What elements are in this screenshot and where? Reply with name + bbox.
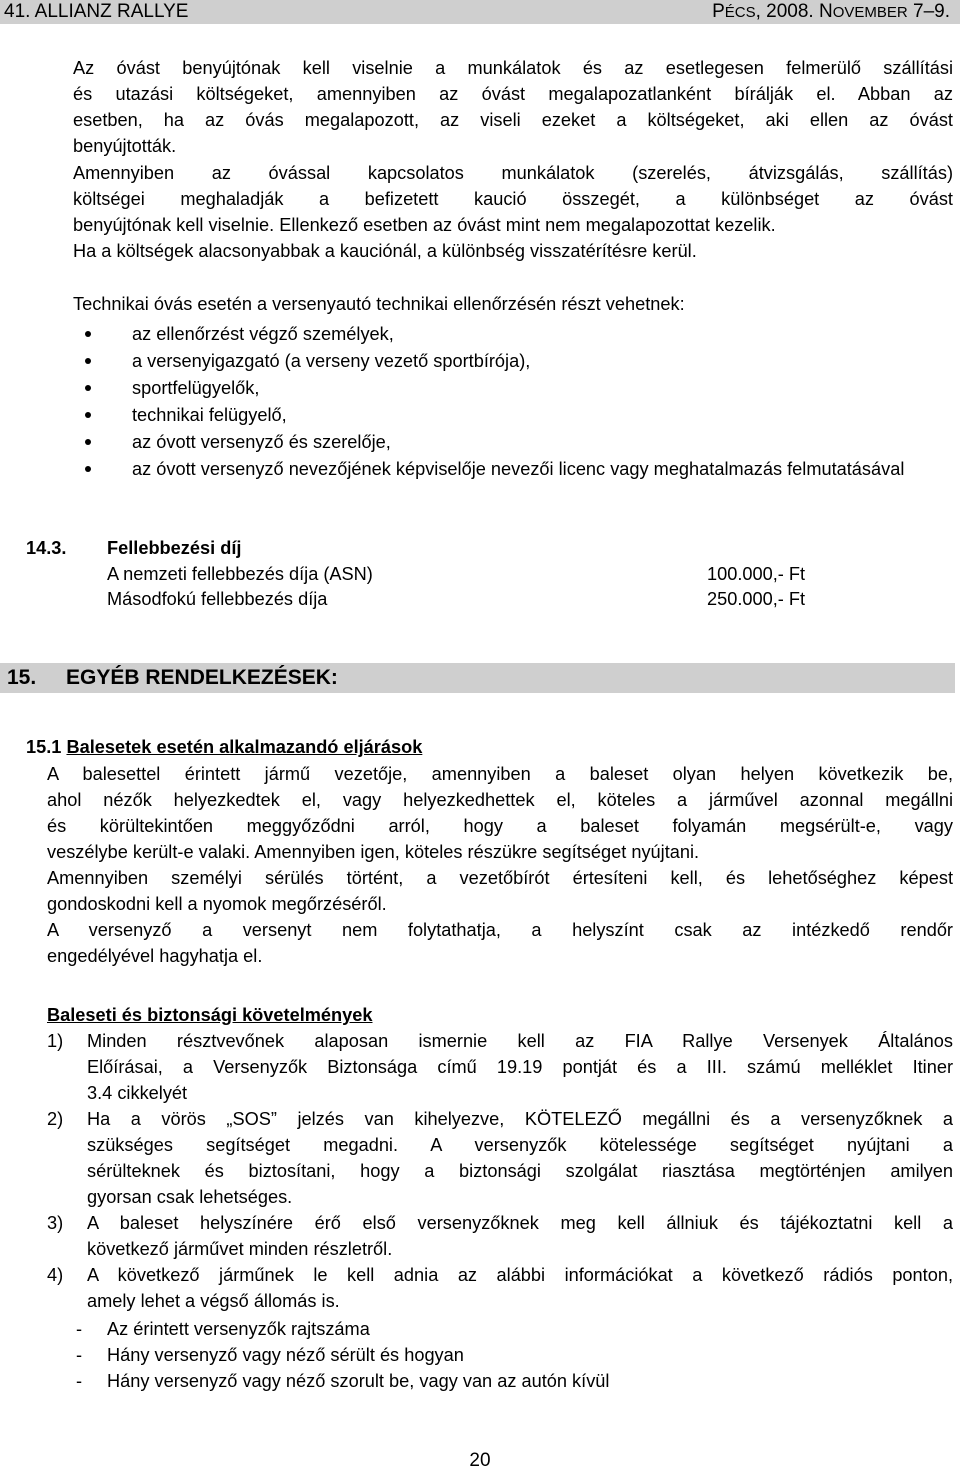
section-heading-15 — [0, 663, 955, 693]
section-title-other-provisions: EGYÉB RENDELKEZÉSEK: — [66, 666, 338, 689]
appeal-fee-national-label: A nemzeti fellebbezés díja (ASN) — [107, 564, 373, 584]
appeal-fee-national-value: 100.000,- Ft — [707, 564, 806, 584]
paragraph-personal-injury: Amennyiben személyi sérülés történt, a vezetőbírót értesíteni kell, és lehetőséghez képest gondoskodni kell a nyomok megőrzéséről. — [47, 868, 953, 914]
list-item: 4) A következő járműnek le kell adnia az alábbi információkat a következő rádiós ponton, amely lehet a végső állomás is. — [47, 1265, 953, 1311]
safety-requirements-title: Baleseti és biztonsági követelmények — [47, 1005, 373, 1025]
technical-attendees-list — [73, 321, 960, 483]
paragraph-leave-scene: A versenyző a versenyt nem folytathatja, a helyszínt csak az intézkedő rendőr engedélyével hagyhatja el. — [47, 920, 953, 966]
list-item: - Hány versenyző vagy néző sérült és hogyan — [76, 1345, 464, 1365]
list-item: technikai felügyelő, — [73, 402, 960, 428]
subsection-heading-15-1: 15.1 Balesetek esetén alkalmazandó eljárások — [26, 737, 423, 757]
appeal-fee-second-label: Másodfokú fellebbezés díja — [107, 589, 328, 609]
radio-info-list — [76, 1316, 609, 1394]
paragraph-accident-procedure: A balesettel érintett jármű vezetője, amennyiben a baleset olyan helyen következik be, ahol nézők helyezkedtek el, vagy helyezkedhettek el, köteles a járművel azonnal megállni és körültekintően meggyőződni arról, hogy a baleset folyamán megsérült-e, vagy veszélybe került-e valaki. Amennyiben igen, köteles részükre segítséget nyújtani. — [47, 764, 953, 862]
list-item: 3) A baleset helyszínére érő első versenyzőknek meg kell állniuk és tájékoztatni kell a következő járművet minden részletről. — [47, 1213, 953, 1259]
paragraph-protest-costs: Az óvást benyújtónak kell viselnie a munkálatok és az esetlegesen felmerülő szállítási és utazási költségeket, amennyiben az óvást megalapozatlanként bírálják el. Abban az esetben, ha az óvás megalapozott, az viseli ezeket a költségeket, aki ellen az óvást benyújtották. — [73, 58, 953, 156]
section-number-14-3: 14.3. — [26, 538, 67, 558]
list-item: 2) Ha a vörös „SOS” jelzés van kihelyezve, KÖTELEZŐ megállni és a versenyzőknek a szükséges segítséget megadni. A versenyzők kötelessége segítséget nyújtani a sérülteknek és biztosítani, hogy a biztonsági szolgálat riasztása megtörténjen amilyen gyorsan csak lehetséges. — [47, 1109, 953, 1207]
section-title-appeal-fee: Fellebbezési díj — [107, 538, 242, 558]
section-number-15: 15. — [7, 666, 37, 689]
list-item: - Hány versenyző vagy néző szorult be, vagy van az autón kívül — [76, 1371, 610, 1391]
appeal-fee-second-value: 250.000,- Ft — [707, 589, 806, 609]
list-item: sportfelügyelők, — [73, 375, 960, 401]
list-item: - Az érintett versenyzők rajtszáma — [76, 1319, 370, 1339]
paragraph-deposit-difference: Amennyiben az óvással kapcsolatos munkálatok (szerelés, átvizsgálás, szállítás) költségei meghaladják a befizetett kaució összegét, a különbséget az óvást benyújtónak kell viselnie. Ellenkező esetben az óvást mint nem megalapozottat kezelik. Ha a költségek alacsonyabbak a kauciónál, a különbség visszatérítésre kerül. — [73, 163, 953, 261]
technical-protest-intro: Technikai óvás esetén a versenyautó technikai ellenőrzésén részt vehetnek: — [73, 294, 685, 314]
page-header — [0, 0, 960, 24]
list-item: 1) Minden résztvevőnek alaposan ismernie kell az FIA Rallye Versenyek Általános Előírásai, a Versenyzők Biztonsága című 19.19 pontját és a III. számú melléklet Itiner 3.4 cikkelyét — [47, 1031, 953, 1103]
list-item: a versenyigazgató (a verseny vezető sportbírója), — [73, 348, 960, 374]
page-number: 20 — [469, 1450, 491, 1471]
header-event-title: 41. ALLIANZ RALLYE — [4, 1, 189, 22]
header-date-location: PÉCS, 2008. NOVEMBER 7–9. — [712, 1, 950, 22]
list-item: az óvott versenyző nevezőjének képviselője nevezői licenc vagy meghatalmazás felmutatásával — [73, 456, 952, 482]
safety-requirements-list — [47, 1028, 953, 1314]
list-item: az óvott versenyző és szerelője, — [73, 429, 960, 455]
list-item: az ellenőrzést végző személyek, — [73, 321, 960, 347]
